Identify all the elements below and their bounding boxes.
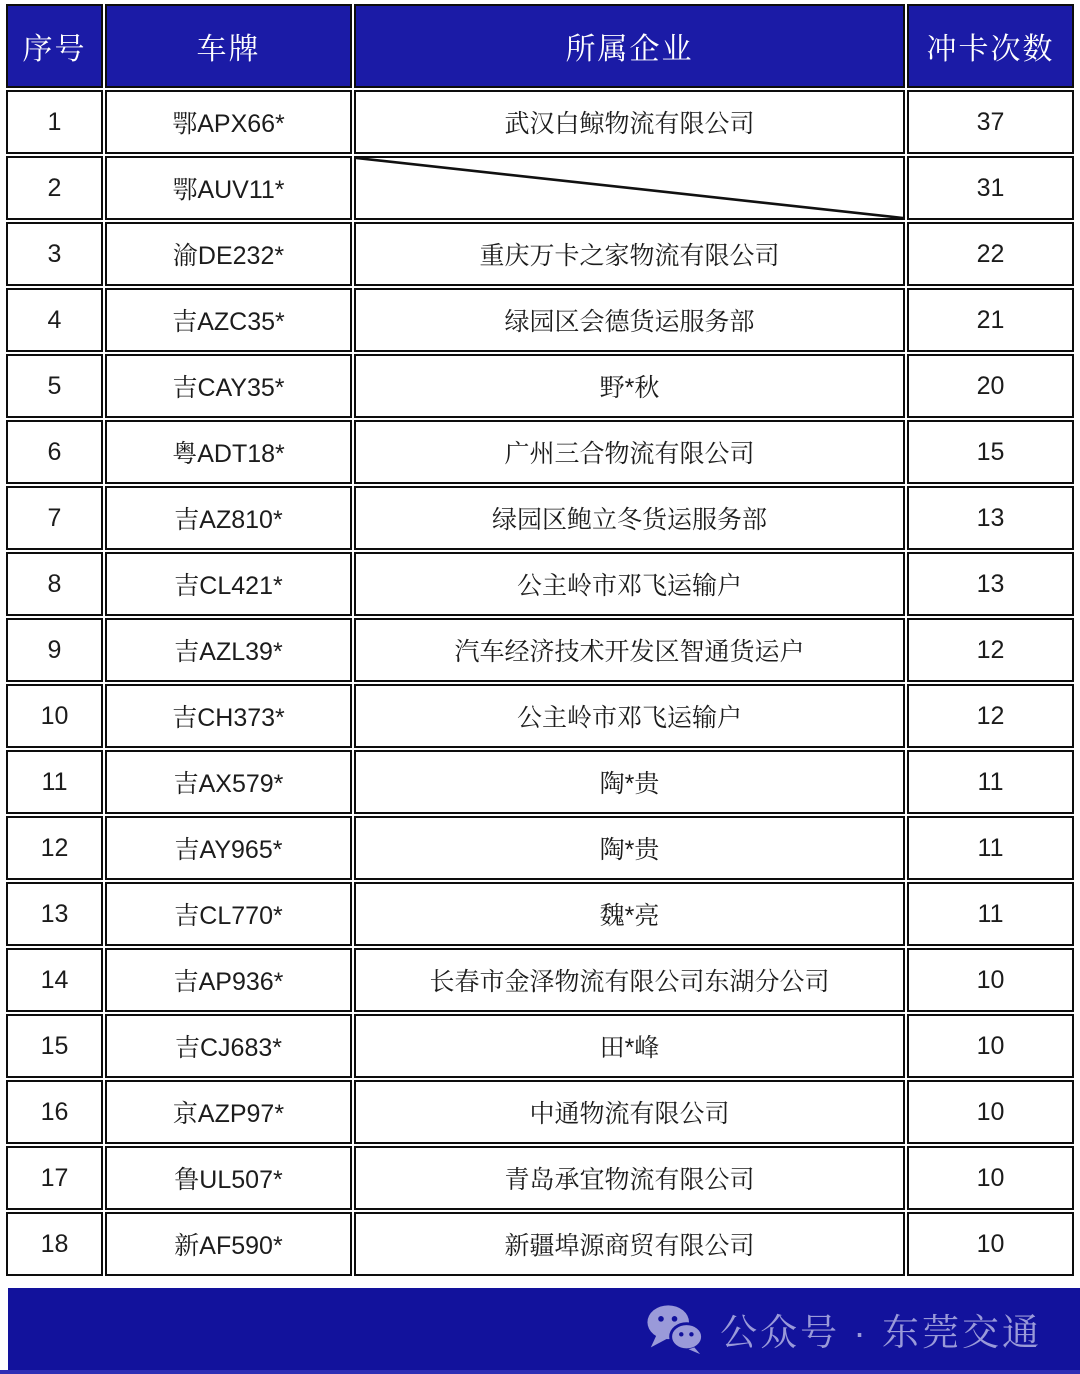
count-cell: 13 [907, 552, 1074, 616]
table-row [6, 618, 1074, 682]
company-name: 公主岭市邓飞运输户 [516, 572, 742, 600]
plate-cell: 吉CJ683* [105, 1014, 352, 1078]
count-cell: 20 [907, 354, 1074, 418]
company-cell [354, 1212, 905, 1276]
row-index-cell: 8 [6, 552, 103, 616]
table-row [6, 750, 1074, 814]
plate-cell: 吉CL421* [105, 552, 352, 616]
count-cell: 21 [907, 288, 1074, 352]
plate-cell: 吉AZC35* [105, 288, 352, 352]
plate-cell: 吉CH373* [105, 684, 352, 748]
header-row [6, 4, 1074, 88]
row-index-cell: 2 [6, 156, 103, 220]
plate-cell: 鲁UL507* [105, 1146, 352, 1210]
diagonal-strike-line [356, 158, 903, 218]
plate-cell: 渝DE232* [105, 222, 352, 286]
row-index-cell: 5 [6, 354, 103, 418]
wechat-icon [646, 1303, 704, 1355]
count-cell: 37 [907, 90, 1074, 154]
plate-cell: 吉AP936* [105, 948, 352, 1012]
company-name: 陶*贵 [599, 770, 660, 798]
account-label: 公众号 · 东莞交通 [720, 1312, 1042, 1353]
row-index-cell: 17 [6, 1146, 103, 1210]
row-index-cell: 3 [6, 222, 103, 286]
table-row [6, 420, 1074, 484]
row-index-cell: 13 [6, 882, 103, 946]
count-cell: 10 [907, 948, 1074, 1012]
plate-cell: 吉AX579* [105, 750, 352, 814]
row-index-cell: 12 [6, 816, 103, 880]
company-cell [354, 882, 905, 946]
table-row [6, 684, 1074, 748]
count-cell: 12 [907, 618, 1074, 682]
company-cell [354, 288, 905, 352]
table-row [6, 1212, 1074, 1276]
company-cell [354, 90, 905, 154]
company-name: 魏*亮 [599, 902, 660, 930]
company-name: 绿园区会德货运服务部 [504, 308, 755, 336]
plate-cell: 吉CL770* [105, 882, 352, 946]
table-row [6, 354, 1074, 418]
count-cell: 11 [907, 882, 1074, 946]
header-plate: 车牌 [105, 4, 352, 88]
table-row [6, 816, 1074, 880]
company-cell [354, 420, 905, 484]
table-body [6, 90, 1074, 1276]
company-cell [354, 222, 905, 286]
count-cell: 31 [907, 156, 1074, 220]
row-index-cell: 10 [6, 684, 103, 748]
row-index-cell: 1 [6, 90, 103, 154]
table-header [6, 4, 1074, 88]
plate-cell: 京AZP97* [105, 1080, 352, 1144]
company-cell [354, 354, 905, 418]
table-row [6, 552, 1074, 616]
table-row [6, 948, 1074, 1012]
company-name: 广州三合物流有限公司 [504, 440, 755, 468]
row-index-cell: 14 [6, 948, 103, 1012]
company-cell [354, 684, 905, 748]
company-cell [354, 1014, 905, 1078]
table-row [6, 288, 1074, 352]
row-index-cell: 4 [6, 288, 103, 352]
count-cell: 13 [907, 486, 1074, 550]
company-name: 武汉白鲸物流有限公司 [504, 110, 755, 138]
company-cell [354, 948, 905, 1012]
footer-band [8, 1288, 1080, 1370]
count-cell: 11 [907, 750, 1074, 814]
card-rush-table [4, 2, 1076, 1278]
company-cell [354, 486, 905, 550]
count-cell: 10 [907, 1146, 1074, 1210]
row-index-cell: 11 [6, 750, 103, 814]
row-index-cell: 16 [6, 1080, 103, 1144]
table-row [6, 90, 1074, 154]
count-cell: 11 [907, 816, 1074, 880]
count-cell: 15 [907, 420, 1074, 484]
count-cell: 22 [907, 222, 1074, 286]
count-cell: 12 [907, 684, 1074, 748]
company-cell [354, 816, 905, 880]
company-cell [354, 1146, 905, 1210]
row-index-cell: 9 [6, 618, 103, 682]
row-index-cell: 7 [6, 486, 103, 550]
wechat-account-badge [646, 1302, 1042, 1356]
row-index-cell: 15 [6, 1014, 103, 1078]
footer-banner [0, 1288, 1080, 1374]
plate-cell: 吉AZL39* [105, 618, 352, 682]
header-count: 冲卡次数 [907, 4, 1074, 88]
count-cell: 10 [907, 1080, 1074, 1144]
company-name: 重庆万卡之家物流有限公司 [479, 242, 780, 270]
count-cell: 10 [907, 1212, 1074, 1276]
header-seq: 序号 [6, 4, 103, 88]
count-cell: 10 [907, 1014, 1074, 1078]
company-name: 陶*贵 [599, 836, 660, 864]
company-cell [354, 1080, 905, 1144]
plate-cell: 粤ADT18* [105, 420, 352, 484]
company-name: 野*秋 [599, 374, 660, 402]
company-name: 田*峰 [599, 1034, 660, 1062]
table-row [6, 882, 1074, 946]
company-cell [354, 552, 905, 616]
table-row [6, 1014, 1074, 1078]
company-cell [354, 750, 905, 814]
table-row [6, 156, 1074, 220]
plate-cell: 鄂AUV11* [105, 156, 352, 220]
table-row [6, 1080, 1074, 1144]
row-index-cell: 18 [6, 1212, 103, 1276]
plate-cell: 吉AZ810* [105, 486, 352, 550]
company-name: 汽车经济技术开发区智通货运户 [454, 638, 805, 666]
company-name: 绿园区鲍立冬货运服务部 [491, 506, 767, 534]
header-company: 所属企业 [354, 4, 905, 88]
plate-cell: 吉CAY35* [105, 354, 352, 418]
company-cell [354, 618, 905, 682]
table-row [6, 486, 1074, 550]
company-name: 长春市金泽物流有限公司东湖分公司 [429, 968, 830, 996]
plate-cell: 新AF590* [105, 1212, 352, 1276]
table-row [6, 1146, 1074, 1210]
row-index-cell: 6 [6, 420, 103, 484]
company-cell [354, 156, 905, 220]
company-name: 中通物流有限公司 [529, 1100, 730, 1128]
footer-bottom-strip [0, 1370, 1080, 1374]
plate-cell: 鄂APX66* [105, 90, 352, 154]
plate-cell: 吉AY965* [105, 816, 352, 880]
table-row [6, 222, 1074, 286]
company-name: 青岛承宜物流有限公司 [504, 1166, 755, 1194]
company-name: 新疆埠源商贸有限公司 [504, 1232, 755, 1260]
company-name: 公主岭市邓飞运输户 [516, 704, 742, 732]
